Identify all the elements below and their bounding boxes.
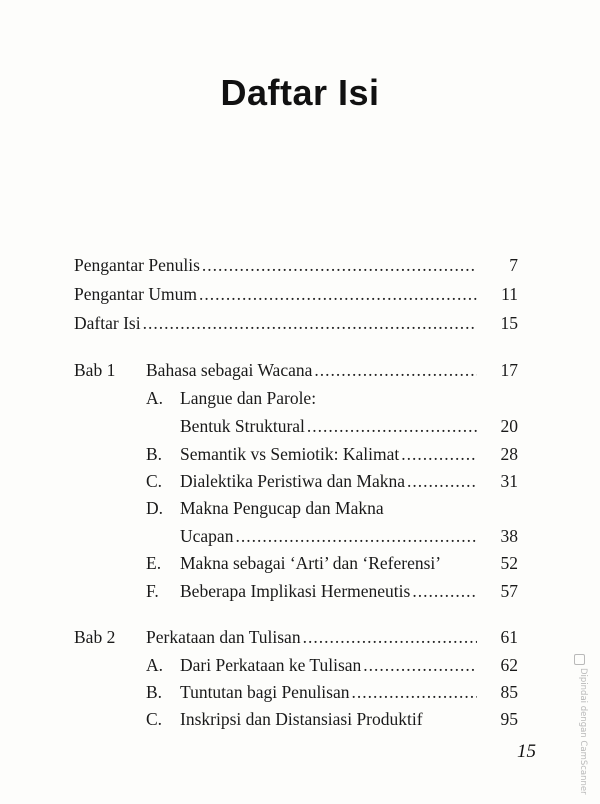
toc-row	[0, 467, 600, 495]
dot-leader	[202, 251, 477, 279]
toc-row	[0, 678, 600, 706]
toc-page-number: 7	[509, 255, 518, 275]
toc-entry-text: Perkataan dan Tulisan	[146, 627, 301, 647]
toc-page-number: 17	[500, 360, 518, 380]
toc-entry	[146, 623, 477, 651]
toc-page-number: 57	[500, 581, 518, 601]
toc-entry-text: Tuntutan bagi Penulisan	[180, 682, 350, 702]
toc-entry-text: Bentuk Struktural	[180, 416, 305, 436]
dot-leader	[235, 522, 477, 550]
toc-row	[0, 412, 600, 440]
toc-entry-text: Langue dan Parole:	[180, 388, 317, 408]
section-letter: A.	[146, 655, 164, 675]
toc-entry	[74, 309, 477, 337]
toc-page-number: 38	[500, 526, 518, 546]
toc-page-number: 31	[500, 471, 518, 491]
dot-leader	[307, 412, 477, 440]
toc-entry	[180, 440, 477, 468]
toc-row	[0, 623, 600, 651]
toc-row	[0, 440, 600, 468]
toc-page-number: 95	[500, 709, 518, 729]
toc-entry	[180, 678, 477, 706]
toc-page-number: 61	[500, 627, 518, 647]
page-number: 15	[517, 741, 536, 762]
toc-row	[0, 251, 600, 279]
section-letter: A.	[146, 388, 164, 408]
toc-row	[0, 356, 600, 384]
toc-page-number: 62	[500, 655, 518, 675]
dot-leader	[363, 651, 477, 679]
dot-leader	[352, 678, 478, 706]
camscanner-icon	[574, 654, 585, 665]
toc-entry-text: Bahasa sebagai Wacana	[146, 360, 313, 380]
toc-entry	[180, 412, 477, 440]
toc-page-number: 28	[500, 444, 518, 464]
toc-row	[0, 494, 600, 522]
dot-leader	[412, 577, 477, 605]
scanner-watermark	[572, 668, 588, 795]
toc-entry	[180, 577, 477, 605]
toc-entry-text: Ucapan	[180, 526, 234, 546]
toc-entry-text: Pengantar Umum	[74, 284, 197, 304]
page-title: Daftar Isi	[220, 72, 380, 113]
toc-row	[0, 384, 600, 412]
chapter-label: Bab 1	[74, 360, 116, 380]
toc-entry-text: Semantik vs Semiotik: Kalimat	[180, 444, 400, 464]
section-letter: C.	[146, 471, 163, 491]
dot-leader	[314, 356, 477, 384]
toc-row	[0, 280, 600, 308]
toc-entry	[146, 356, 477, 384]
toc-row	[0, 651, 600, 679]
toc-entry-text: Makna sebagai ‘Arti’ dan ‘Referensi’	[180, 553, 442, 573]
toc-row	[0, 577, 600, 605]
toc-entry-text: Dari Perkataan ke Tulisan	[180, 655, 362, 675]
section-letter: B.	[146, 682, 163, 702]
dot-leader	[199, 280, 477, 308]
toc-page-number: 20	[500, 416, 518, 436]
dot-leader	[407, 467, 477, 495]
toc-row	[0, 549, 600, 577]
toc-page-number: 11	[501, 284, 518, 304]
toc-row	[0, 522, 600, 550]
toc-row	[0, 309, 600, 337]
toc-entry	[180, 522, 477, 550]
toc-entry	[74, 251, 477, 279]
dot-leader	[143, 309, 477, 337]
dot-leader	[303, 623, 477, 651]
toc-entry	[180, 651, 477, 679]
chapter-label: Bab 2	[74, 627, 116, 647]
toc-page-number: 85	[500, 682, 518, 702]
section-letter: E.	[146, 553, 162, 573]
section-letter: D.	[146, 498, 164, 518]
toc-page-number: 15	[500, 313, 518, 333]
toc-entry-text: Daftar Isi	[74, 313, 141, 333]
section-letter: F.	[146, 581, 159, 601]
toc-entry-text: Pengantar Penulis	[74, 255, 200, 275]
toc-entry-text: Beberapa Implikasi Hermeneutis	[180, 581, 411, 601]
dot-leader	[401, 440, 477, 468]
section-letter: C.	[146, 709, 163, 729]
toc-entry-text: Inskripsi dan Distansiasi Produktif	[180, 709, 423, 729]
section-letter: B.	[146, 444, 163, 464]
toc-entry-text: Dialektika Peristiwa dan Makna	[180, 471, 406, 491]
toc-page-number: 52	[500, 553, 518, 573]
toc-entry	[180, 467, 477, 495]
toc-row	[0, 705, 600, 733]
scanner-watermark-text: Dipindai dengan CamScanner	[578, 668, 588, 795]
toc-entry	[74, 280, 477, 308]
toc-entry-text: Makna Pengucap dan Makna	[180, 498, 384, 518]
